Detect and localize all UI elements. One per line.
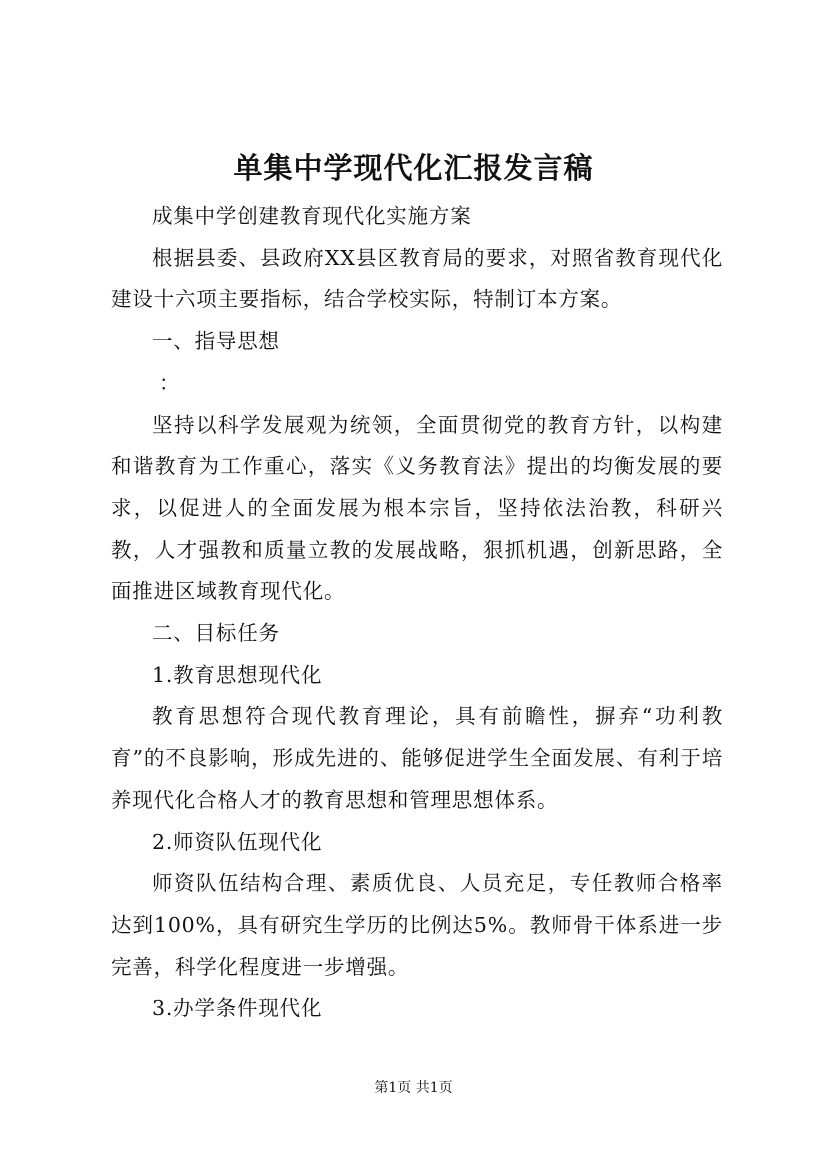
document-body [111, 196, 723, 1030]
paragraph-colon: ： [159, 370, 181, 395]
heading-guiding-ideology: 一、指导思想 [152, 329, 280, 354]
document-title: 单集中学现代化汇报发言稿 [233, 151, 594, 185]
paragraph-intro: 根据县委、县政府XX县区教育局的要求，对照省教育现代化建设十六项主要指标，结合学校实际，特制订本方案。 [111, 245, 723, 312]
paragraph-guiding-ideology: 坚持以科学发展观为统领，全面贯彻党的教育方针，以构建和谐教育为工作重心，落实《义务教育法》提出的均衡发展的要求，以促进人的全面发展为根本宗旨，坚持依法治教，科研兴教，人才强教和质量立教的发展战略，狠抓机遇，创新思路，全面推进区域教育现代化。 [111, 412, 723, 604]
page-number-footer: 第1页 共1页 [374, 1080, 453, 1096]
paragraph-plan-title: 成集中学创建教育现代化实施方案 [152, 204, 472, 228]
heading-teaching-staff: 2.师资队伍现代化 [152, 829, 323, 854]
heading-goals: 二、目标任务 [152, 621, 280, 646]
paragraph-teaching-staff: 师资队伍结构合理、素质优良、人员充足，专任教师合格率达到100%，具有研究生学历的比例达5%。教师骨干体系进一步完善，科学化程度进一步增强。 [111, 871, 723, 979]
paragraph-education-thought: 教育思想符合现代教育理论，具有前瞻性，摒弃“功利教育”的不良影响，形成先进的、能够促进学生全面发展、有利于培养现代化合格人才的教育思想和管理思想体系。 [111, 704, 723, 812]
heading-school-conditions: 3.办学条件现代化 [152, 996, 323, 1021]
heading-education-thought: 1.教育思想现代化 [152, 662, 323, 687]
